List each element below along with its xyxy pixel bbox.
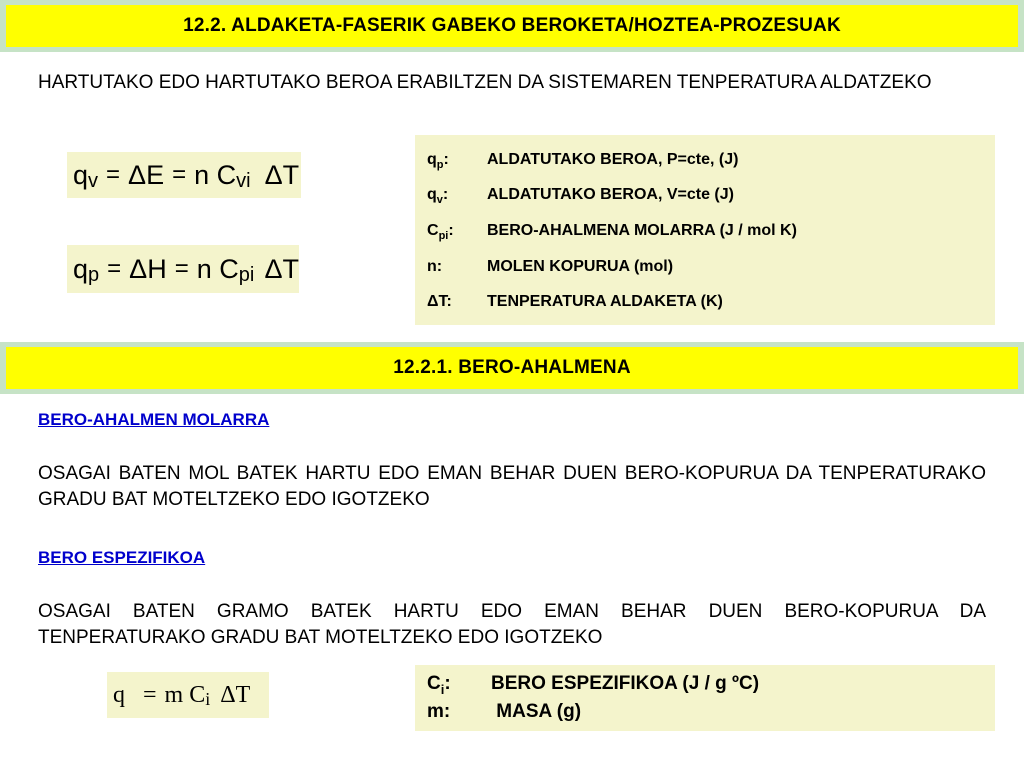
specific-legend xyxy=(415,665,995,731)
legend-description: ALDATUTAKO BEROA, V=cte (J) xyxy=(487,186,734,203)
intro-text: HARTUTAKO EDO HARTUTAKO BEROA ERABILTZEN DA SISTEMAREN TENPERATURA ALDATZEKO xyxy=(38,72,932,93)
legend-row xyxy=(427,186,734,206)
eq-subscript: i xyxy=(205,688,211,709)
legend-description: BERO-AHALMENA MOLARRA (J / mol K) xyxy=(487,222,797,239)
molar-heading-link[interactable]: BERO-AHALMEN MOLARRA xyxy=(38,410,270,429)
legend-symbol: m: xyxy=(427,701,451,722)
equation-qp xyxy=(67,245,299,293)
eq-symbol: C xyxy=(219,253,239,284)
eq-subscript: pi xyxy=(238,263,255,286)
eq-symbol: C xyxy=(189,681,206,708)
legend-symbol: ΔT: xyxy=(427,293,452,310)
eq-symbol: ΔT xyxy=(264,159,300,190)
eq-subscript: p xyxy=(88,263,100,286)
eq-subscript: v xyxy=(88,169,99,192)
legend-symbol: $q_p$: xyxy=(427,151,449,172)
legend-row xyxy=(427,293,723,311)
section-band xyxy=(0,342,1024,394)
eq-symbol: m xyxy=(164,681,184,708)
legend-symbol: $C_i$: xyxy=(427,673,451,697)
legend-description: MOLEN KOPURUA (mol) xyxy=(487,258,674,275)
section-title: 12.2.1. BERO-AHALMENA xyxy=(6,347,1018,389)
legend-description: TENPERATURA ALDAKETA (K) xyxy=(487,293,723,310)
eq-equals: = xyxy=(107,255,122,282)
eq-equals: = xyxy=(174,255,189,282)
legend-row xyxy=(427,151,738,171)
header-band xyxy=(0,0,1024,52)
eq-symbol: q xyxy=(73,253,89,284)
eq-symbol: ΔT xyxy=(264,253,299,284)
molar-text: OSAGAI BATEN MOL BATEK HARTU EDO EMAN BEHAR DUEN BERO-KOPURUA DA TENPERATURAKO GRADU BAT MOTELTZEKO EDO IGOTZEKO xyxy=(38,463,986,510)
eq-symbol: n xyxy=(196,253,212,284)
legend-symbol: $C_{pi}$: xyxy=(427,222,454,243)
specific-heading-link[interactable]: BERO ESPEZIFIKOA xyxy=(38,548,206,567)
equation-q-mass xyxy=(107,672,269,718)
eq-symbol: ΔE xyxy=(128,159,165,190)
legend-row xyxy=(427,673,759,697)
legend-symbol: $q_v$: xyxy=(427,186,449,207)
eq-symbol: C xyxy=(216,159,237,190)
legend-description: ALDATUTAKO BEROA, P=cte, (J) xyxy=(487,151,739,168)
legend-row xyxy=(427,222,797,242)
eq-symbol: q xyxy=(113,681,125,708)
legend-description: MASA (g) xyxy=(491,701,582,722)
equation-qv xyxy=(67,152,301,198)
eq-symbol: ΔH xyxy=(129,253,167,284)
eq-symbol: q xyxy=(73,159,89,190)
legend-row xyxy=(427,258,673,276)
eq-symbol: ΔT xyxy=(220,681,251,708)
variable-legend xyxy=(415,135,995,325)
eq-equals: = xyxy=(172,161,187,188)
header-title: 12.2. ALDAKETA-FASERIK GABEKO BEROKETA/HOZTEA-PROZESUAK xyxy=(6,5,1018,47)
eq-symbol: n xyxy=(194,159,210,190)
legend-row xyxy=(427,701,581,723)
eq-subscript: vi xyxy=(236,169,251,192)
legend-symbol: n: xyxy=(427,258,443,275)
specific-text: OSAGAI BATEN GRAMO BATEK HARTU EDO EMAN BEHAR DUEN BERO-KOPURUA DA TENPERATURAKO GRADU BAT MOTELTZEKO EDO IGOTZEKO xyxy=(38,601,986,648)
legend-description: BERO ESPEZIFIKOA (J / g ºC) xyxy=(491,673,760,694)
eq-equals: = xyxy=(106,161,121,188)
eq-equals: = xyxy=(143,681,157,708)
